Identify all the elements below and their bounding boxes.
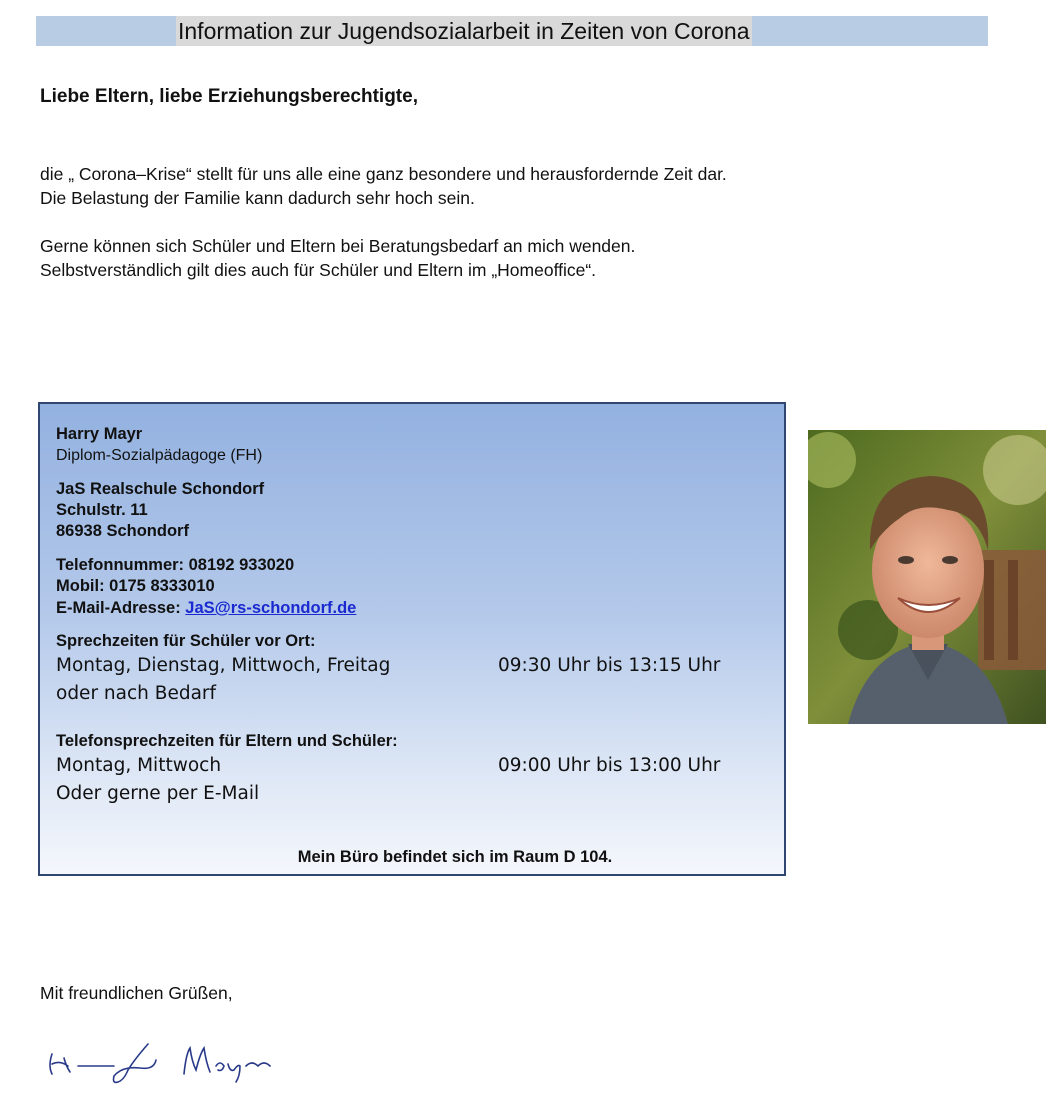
paragraph-line: Die Belastung der Familie kann dadurch sehr hoch sein. [40, 188, 475, 208]
phone-time: 09:00 Uhr bis 13:00 Uhr [498, 755, 721, 776]
paragraph-line: die „ Corona–Krise“ stellt für uns alle eine ganz besondere und herausfordernde Zeit dar. [40, 164, 727, 184]
portrait-photo [808, 430, 1046, 724]
contact-name: Harry Mayr [56, 425, 143, 443]
contact-title: Diplom-Sozialpädagoge (FH) [56, 447, 263, 464]
contact-organization: JaS Realschule Schondorf [56, 480, 265, 498]
email-link[interactable]: JaS@rs-schondorf.de [185, 599, 357, 617]
paragraph-line: Gerne können sich Schüler und Eltern bei Beratungsbedarf an mich wenden. [40, 236, 636, 256]
onsite-days: Montag, Dienstag, Mittwoch, Freitag [56, 655, 391, 676]
closing: Mit freundlichen Grüßen, [40, 983, 233, 1003]
salutation: Liebe Eltern, liebe Erziehungsberechtigte, [40, 86, 418, 107]
phone-days: Montag, Mittwoch [56, 755, 222, 776]
contact-phone: Telefonnummer: 08192 933020 [56, 556, 295, 574]
phone-note: Oder gerne per E-Mail [56, 783, 260, 804]
contact-city: 86938 Schondorf [56, 522, 189, 540]
office-location: Mein Büro befindet sich im Raum D 104. [297, 848, 613, 866]
paragraph-line: Selbstverständlich gilt dies auch für Schüler und Eltern im „Homeoffice“. [40, 260, 597, 280]
page-title: Information zur Jugendsozialarbeit in Zeiten von Corona [178, 18, 750, 44]
contact-street: Schulstr. 11 [56, 501, 148, 519]
onsite-hours-heading: Sprechzeiten für Schüler vor Ort: [56, 632, 316, 650]
contact-email-row [56, 599, 356, 618]
onsite-note: oder nach Bedarf [56, 683, 217, 704]
signature [44, 1036, 284, 1092]
phone-hours-heading: Telefonsprechzeiten für Eltern und Schüler: [56, 732, 398, 750]
onsite-time: 09:30 Uhr bis 13:15 Uhr [498, 655, 721, 676]
contact-mobile: Mobil: 0175 8333010 [56, 577, 215, 595]
email-label: E-Mail-Adresse: [56, 599, 181, 617]
